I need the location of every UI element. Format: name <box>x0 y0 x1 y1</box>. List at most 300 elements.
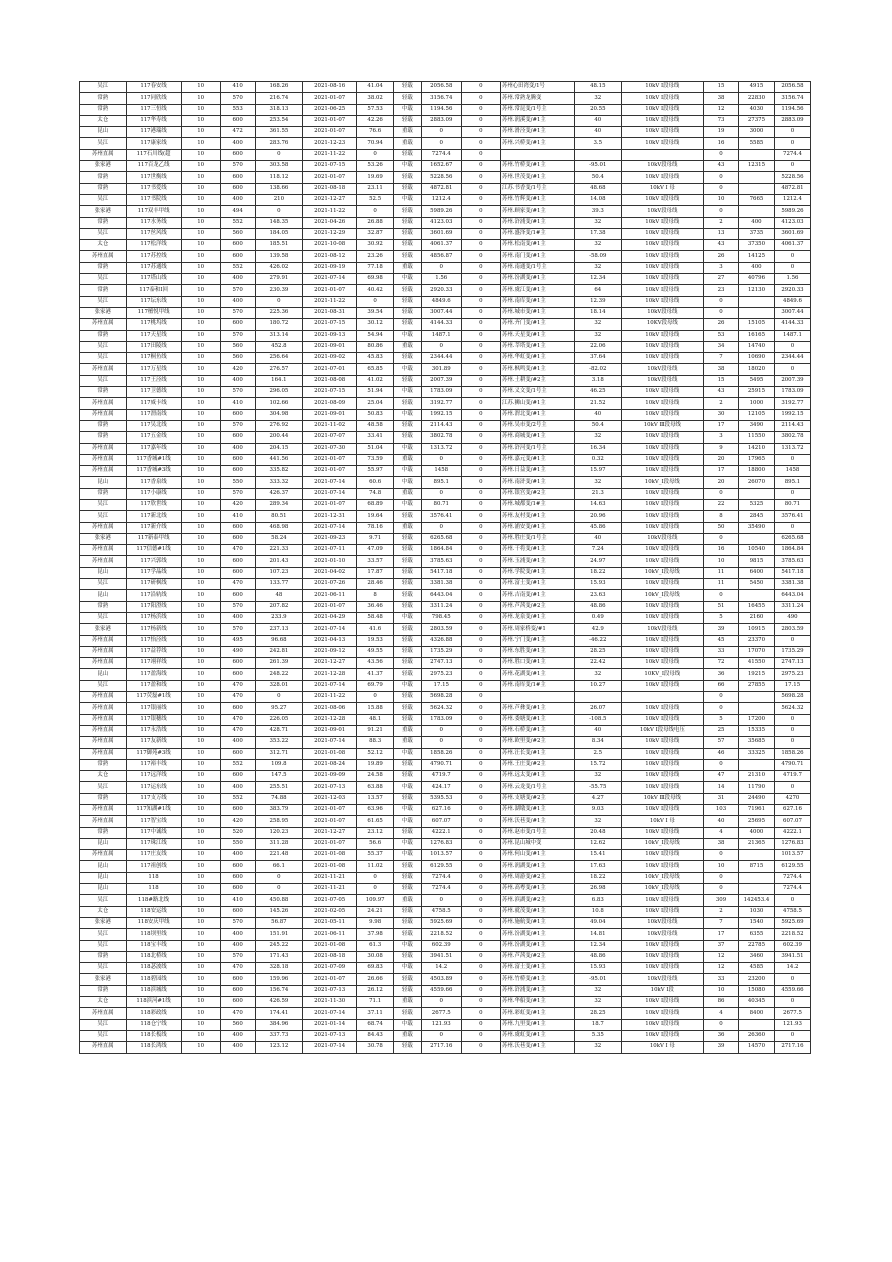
cell-load-rate: 68.74 <box>357 1019 394 1030</box>
cell-available-capacity: 0 <box>774 895 810 906</box>
table-row <box>80 409 811 420</box>
cell-line-name: 117兴郭线 <box>126 556 181 567</box>
cell-available-capacity: 0 <box>774 138 810 149</box>
cell-load-status: 轻载 <box>394 771 422 782</box>
cell-voltage: 10 <box>181 375 220 386</box>
cell-reserved: 0 <box>461 646 500 657</box>
cell-line-name: 117祖创线 <box>126 861 181 872</box>
cell-reserved: 0 <box>461 861 500 872</box>
cell-rated-current: 560 <box>220 1019 255 1030</box>
cell-line-name: 117苏通线 <box>126 262 181 273</box>
cell-voltage: 10 <box>181 149 220 160</box>
cell-max-current: 337.73 <box>255 1030 303 1041</box>
table-row <box>80 420 811 431</box>
cell-max-current: 74.88 <box>255 793 303 804</box>
cell-substation: 苏州.浒河变/1号主 <box>500 443 574 454</box>
cell-spare-capacity: 3381.38 <box>421 579 461 590</box>
cell-available-capacity: 0 <box>774 262 810 273</box>
cell-max-current: 328.01 <box>255 680 303 691</box>
cell-load-rate: 51.94 <box>357 387 394 398</box>
cell-installed-capacity: 400 <box>738 217 774 228</box>
cell-substation: 苏州.商城变/#1主 <box>500 432 574 443</box>
cell-load-rate: 49.55 <box>357 646 394 657</box>
cell-line-name: 117田陵线 <box>126 341 181 352</box>
cell-substation: 苏州.玉浦变/#1主 <box>500 556 574 567</box>
cell-load-status: 轻载 <box>394 827 422 838</box>
cell-load-status: 中载 <box>394 477 422 488</box>
cell-substation: 苏州.周游变/#2主 <box>500 872 574 883</box>
cell-user-count: 31 <box>704 793 739 804</box>
cell-max-current: 109.8 <box>255 759 303 770</box>
cell-rated-current: 400 <box>220 1042 255 1053</box>
cell-transformer-margin: 21.52 <box>575 398 622 409</box>
cell-substation: 苏州.富土变/#1主 <box>500 579 574 590</box>
table-row <box>80 466 811 477</box>
cell-spare-capacity: 6443.04 <box>421 590 461 601</box>
cell-max-current: 151.91 <box>255 929 303 940</box>
cell-reserved: 0 <box>461 398 500 409</box>
cell-load-rate: 26.12 <box>357 985 394 996</box>
cell-substation: 苏州.南浒变/#1主 <box>500 477 574 488</box>
cell-max-date: 2021-01-07 <box>303 93 357 104</box>
cell-available-capacity: 5624.32 <box>774 703 810 714</box>
cell-spare-capacity: 1276.83 <box>421 838 461 849</box>
table-row <box>80 172 811 183</box>
cell-user-count: 33 <box>704 646 739 657</box>
cell-max-date: 2021-01-07 <box>303 127 357 138</box>
cell-line-name: 118长鸿线 <box>126 1042 181 1053</box>
cell-reserved: 0 <box>461 127 500 138</box>
cell-rated-current: 570 <box>220 285 255 296</box>
cell-max-date: 2021-08-12 <box>303 251 357 262</box>
cell-busbar: 10kV Ⅰ段母线 <box>621 1008 704 1019</box>
cell-busbar: 10kV Ⅰ段母线 <box>621 951 704 962</box>
cell-max-date: 2021-07-07 <box>303 432 357 443</box>
cell-voltage: 10 <box>181 398 220 409</box>
cell-line-name: 118#路北线 <box>126 895 181 906</box>
cell-voltage: 10 <box>181 183 220 194</box>
cell-busbar: 10kV Ⅰ 母 <box>621 816 704 827</box>
cell-district: 苏州直属 <box>80 1042 127 1053</box>
cell-load-rate: 109.97 <box>357 895 394 906</box>
cell-line-name: 117知湖#1线 <box>126 805 181 816</box>
cell-district: 苏州直属 <box>80 466 127 477</box>
cell-substation: 苏州.吴市变/2号主 <box>500 420 574 431</box>
cell-available-capacity: 4790.71 <box>774 759 810 770</box>
cell-user-count: 12 <box>704 104 739 115</box>
cell-busbar: 10kV Ⅰ段母线 <box>621 138 704 149</box>
cell-busbar: 10kV Ⅰ段母线电压 <box>621 725 704 736</box>
cell-transformer-margin: -95.01 <box>575 974 622 985</box>
cell-available-capacity: 0 <box>774 127 810 138</box>
cell-available-capacity: 2114.43 <box>774 420 810 431</box>
cell-reserved: 0 <box>461 375 500 386</box>
cell-load-rate: 70.94 <box>357 138 394 149</box>
cell-user-count: 3 <box>704 432 739 443</box>
cell-max-date: 2021-09-01 <box>303 725 357 736</box>
cell-rated-current: 600 <box>220 997 255 1008</box>
table-row <box>80 861 811 872</box>
cell-available-capacity: 1458 <box>774 466 810 477</box>
cell-available-capacity: 607.07 <box>774 816 810 827</box>
cell-load-status: 轻载 <box>394 703 422 714</box>
cell-installed-capacity: 9815 <box>738 556 774 567</box>
cell-max-date: 2021-01-08 <box>303 940 357 951</box>
cell-max-current: 256.64 <box>255 353 303 364</box>
cell-line-name: 117桐鱼线 <box>126 353 181 364</box>
table-row <box>80 646 811 657</box>
cell-load-rate: 13.57 <box>357 793 394 804</box>
cell-max-current: 56.87 <box>255 917 303 928</box>
cell-transformer-margin: -46.22 <box>575 635 622 646</box>
cell-spare-capacity: 5417.18 <box>421 567 461 578</box>
cell-max-date: 2021-09-23 <box>303 533 357 544</box>
cell-load-status: 轻载 <box>394 206 422 217</box>
cell-load-rate: 52.12 <box>357 748 394 759</box>
cell-district: 吴江 <box>80 963 127 974</box>
cell-user-count: 0 <box>704 206 739 217</box>
cell-spare-capacity: 1735.29 <box>421 646 461 657</box>
cell-district: 吴江 <box>80 82 127 93</box>
cell-load-rate: 0 <box>357 884 394 895</box>
table-row <box>80 748 811 759</box>
cell-max-current: 225.36 <box>255 307 303 318</box>
cell-voltage: 10 <box>181 172 220 183</box>
cell-user-count: 73 <box>704 115 739 126</box>
cell-voltage: 10 <box>181 477 220 488</box>
cell-rated-current: 570 <box>220 307 255 318</box>
cell-rated-current: 570 <box>220 330 255 341</box>
cell-max-current: 384.96 <box>255 1019 303 1030</box>
cell-available-capacity: 1864.84 <box>774 545 810 556</box>
cell-voltage: 10 <box>181 692 220 703</box>
cell-available-capacity: 0 <box>774 522 810 533</box>
cell-max-date: 2021-07-14 <box>303 624 357 635</box>
table-row <box>80 793 811 804</box>
cell-voltage: 10 <box>181 850 220 861</box>
cell-line-name: 117渭南线 <box>126 409 181 420</box>
cell-rated-current: 570 <box>220 601 255 612</box>
cell-district: 苏州直属 <box>80 816 127 827</box>
cell-busbar: 10kV Ⅰ 母 <box>621 183 704 194</box>
table-row <box>80 974 811 985</box>
cell-substation: 苏州.支塘变/#2主 <box>500 793 574 804</box>
cell-load-rate: 52.5 <box>357 194 394 205</box>
cell-load-status: 轻载 <box>394 82 422 93</box>
cell-installed-capacity: 15335 <box>738 725 774 736</box>
cell-load-status: 重载 <box>394 737 422 748</box>
cell-user-count: 66 <box>704 680 739 691</box>
cell-load-rate: 11.02 <box>357 861 394 872</box>
cell-max-current: 148.35 <box>255 217 303 228</box>
table-row <box>80 692 811 703</box>
cell-available-capacity: 1992.15 <box>774 409 810 420</box>
cell-max-date: 2021-12-27 <box>303 658 357 669</box>
cell-reserved: 0 <box>461 454 500 465</box>
cell-transformer-margin: 32 <box>575 985 622 996</box>
cell-substation: 苏州.施航变/#1主 <box>500 917 574 928</box>
cell-max-date: 2021-07-30 <box>303 443 357 454</box>
cell-max-current: 312.71 <box>255 748 303 759</box>
cell-load-rate: 36.46 <box>357 601 394 612</box>
cell-load-rate: 69.98 <box>357 274 394 285</box>
cell-user-count: 10 <box>704 861 739 872</box>
cell-substation: 苏州.干将变/#1主 <box>500 545 574 556</box>
cell-load-status: 轻载 <box>394 545 422 556</box>
cell-reserved: 0 <box>461 782 500 793</box>
table-row <box>80 341 811 352</box>
cell-user-count: 2 <box>704 906 739 917</box>
cell-busbar: 10kV段母线 <box>621 375 704 386</box>
cell-transformer-margin: 40 <box>575 127 622 138</box>
cell-spare-capacity: 0 <box>421 522 461 533</box>
table-row <box>80 533 811 544</box>
cell-reserved: 0 <box>461 703 500 714</box>
cell-line-name: 117五金线 <box>126 432 181 443</box>
cell-load-rate: 63.88 <box>357 782 394 793</box>
cell-user-count: 11 <box>704 579 739 590</box>
cell-voltage: 10 <box>181 838 220 849</box>
cell-installed-capacity: 23370 <box>738 635 774 646</box>
cell-district: 太仓 <box>80 906 127 917</box>
cell-district: 常熟 <box>80 262 127 273</box>
cell-substation: 苏州.虞虹变/#1主 <box>500 1030 574 1041</box>
cell-user-count: 38 <box>704 364 739 375</box>
cell-max-date: 2021-01-07 <box>303 974 357 985</box>
table-row <box>80 545 811 556</box>
cell-spare-capacity: 0 <box>421 138 461 149</box>
cell-substation: 苏州.浒浦变/#1主 <box>500 217 574 228</box>
cell-user-count: 9 <box>704 443 739 454</box>
cell-max-date: 2021-01-07 <box>303 499 357 510</box>
cell-spare-capacity: 4790.71 <box>421 759 461 770</box>
table-row <box>80 1008 811 1019</box>
cell-available-capacity: 7274.4 <box>774 884 810 895</box>
cell-available-capacity: 0 <box>774 1030 810 1041</box>
cell-max-date: 2021-01-07 <box>303 454 357 465</box>
cell-available-capacity: 3576.41 <box>774 511 810 522</box>
cell-installed-capacity: 19215 <box>738 669 774 680</box>
cell-load-rate: 43.56 <box>357 658 394 669</box>
cell-transformer-margin: 3.18 <box>575 375 622 386</box>
cell-rated-current: 600 <box>220 669 255 680</box>
cell-line-name: 117港瑞线 <box>126 127 181 138</box>
cell-load-status: 轻载 <box>394 420 422 431</box>
cell-voltage: 10 <box>181 274 220 285</box>
cell-load-rate: 30.08 <box>357 951 394 962</box>
cell-rated-current: 400 <box>220 850 255 861</box>
cell-installed-capacity: 4585 <box>738 963 774 974</box>
cell-max-date: 2021-12-03 <box>303 793 357 804</box>
cell-spare-capacity: 5989.26 <box>421 206 461 217</box>
cell-transformer-margin: 32 <box>575 771 622 782</box>
cell-busbar: 10KV段母线 <box>621 319 704 330</box>
cell-district: 吴江 <box>80 138 127 149</box>
cell-district: 苏州直属 <box>80 319 127 330</box>
cell-load-rate: 23.26 <box>357 251 394 262</box>
cell-busbar: 10kV Ⅰ段母线 <box>621 782 704 793</box>
cell-load-status: 轻载 <box>394 635 422 646</box>
cell-rated-current: 470 <box>220 963 255 974</box>
cell-busbar: 10kV Ⅰ段母线 <box>621 612 704 623</box>
cell-reserved: 0 <box>461 895 500 906</box>
cell-substation: 苏州.浒浦变/#1主 <box>500 985 574 996</box>
cell-available-capacity: 895.1 <box>774 477 810 488</box>
cell-substation: 苏州.王庄变/#2主 <box>500 759 574 770</box>
cell-installed-capacity <box>738 884 774 895</box>
cell-transformer-margin: 20.48 <box>575 827 622 838</box>
cell-max-date: 2021-11-21 <box>303 872 357 883</box>
cell-busbar: 10kV_Ⅰ段母线 <box>621 872 704 883</box>
cell-line-name: 117永浩线 <box>126 725 181 736</box>
cell-voltage: 10 <box>181 194 220 205</box>
cell-line-name: 117双丰甲线 <box>126 206 181 217</box>
table-row <box>80 1030 811 1041</box>
cell-available-capacity: 4872.81 <box>774 183 810 194</box>
cell-max-date: 2021-07-14 <box>303 477 357 488</box>
table-row <box>80 771 811 782</box>
cell-spare-capacity: 1783.09 <box>421 387 461 398</box>
cell-voltage: 10 <box>181 409 220 420</box>
cell-max-date: 2021-08-18 <box>303 951 357 962</box>
cell-load-status: 轻载 <box>394 951 422 962</box>
cell-max-current: 328.18 <box>255 963 303 974</box>
cell-reserved: 0 <box>461 816 500 827</box>
cell-voltage: 10 <box>181 488 220 499</box>
cell-spare-capacity: 1212.4 <box>421 194 461 205</box>
cell-substation: 江苏.书香变/1号主 <box>500 183 574 194</box>
cell-load-rate: 0 <box>357 872 394 883</box>
cell-available-capacity: 5417.18 <box>774 567 810 578</box>
cell-max-date: 2021-09-01 <box>303 409 357 420</box>
cell-busbar: 10kV_Ⅰ段母线 <box>621 567 704 578</box>
cell-user-count: 37 <box>704 940 739 951</box>
table-row <box>80 149 811 160</box>
cell-reserved: 0 <box>461 330 500 341</box>
table-row <box>80 443 811 454</box>
cell-reserved: 0 <box>461 341 500 352</box>
cell-district: 常熟 <box>80 172 127 183</box>
cell-busbar: 10kV段母线 <box>621 974 704 985</box>
table-row <box>80 951 811 962</box>
cell-max-date: 2021-06-25 <box>303 104 357 115</box>
cell-installed-capacity: 40796 <box>738 274 774 285</box>
cell-spare-capacity: 0 <box>421 341 461 352</box>
cell-reserved: 0 <box>461 420 500 431</box>
cell-substation: 苏州.汾湖变/#1主 <box>500 929 574 940</box>
cell-line-name: 117华寿线 <box>126 115 181 126</box>
cell-district: 苏州直属 <box>80 251 127 262</box>
cell-load-rate: 26.66 <box>357 974 394 985</box>
cell-load-status: 轻载 <box>394 240 422 251</box>
cell-user-count: 4 <box>704 827 739 838</box>
cell-max-current: 0 <box>255 884 303 895</box>
cell-voltage: 10 <box>181 296 220 307</box>
cell-busbar: 10kV Ⅰ段母线 <box>621 522 704 533</box>
cell-load-status: 轻载 <box>394 579 422 590</box>
cell-user-count: 17 <box>704 466 739 477</box>
cell-max-date: 2021-07-14 <box>303 1008 357 1019</box>
cell-user-count: 43 <box>704 387 739 398</box>
cell-available-capacity: 6129.55 <box>774 861 810 872</box>
cell-available-capacity: 1013.57 <box>774 850 810 861</box>
cell-rated-current: 600 <box>220 974 255 985</box>
cell-load-rate: 0 <box>357 296 394 307</box>
cell-rated-current: 400 <box>220 929 255 940</box>
cell-reserved: 0 <box>461 251 500 262</box>
cell-available-capacity: 2218.52 <box>774 929 810 940</box>
cell-district: 苏州直属 <box>80 646 127 657</box>
cell-substation: 苏州.汾湖变/#1主 <box>500 940 574 951</box>
cell-spare-capacity: 3601.69 <box>421 228 461 239</box>
cell-voltage: 10 <box>181 624 220 635</box>
cell-available-capacity: 1313.72 <box>774 443 810 454</box>
cell-load-rate: 91.21 <box>357 725 394 736</box>
cell-spare-capacity: 3785.63 <box>421 556 461 567</box>
cell-voltage: 10 <box>181 635 220 646</box>
cell-substation: 苏州.芦茜变/#2主 <box>500 601 574 612</box>
cell-voltage: 10 <box>181 782 220 793</box>
cell-reserved: 0 <box>461 228 500 239</box>
cell-rated-current: 552 <box>220 217 255 228</box>
cell-district: 张家港 <box>80 206 127 217</box>
cell-rated-current: 600 <box>220 319 255 330</box>
cell-busbar: 10kV Ⅰ段母线 <box>621 82 704 93</box>
cell-available-capacity: 3941.51 <box>774 951 810 962</box>
cell-spare-capacity: 5228.56 <box>421 172 461 183</box>
cell-reserved: 0 <box>461 567 500 578</box>
cell-available-capacity: 4559.66 <box>774 985 810 996</box>
cell-available-capacity: 6443.04 <box>774 590 810 601</box>
cell-load-status: 中载 <box>394 466 422 477</box>
cell-spare-capacity: 1313.72 <box>421 443 461 454</box>
cell-busbar: 10kV Ⅰ段母线 <box>621 906 704 917</box>
cell-district: 吴江 <box>80 680 127 691</box>
cell-installed-capacity <box>738 488 774 499</box>
cell-transformer-margin: 45.86 <box>575 522 622 533</box>
cell-substation: 苏州.润湖变/#1主 <box>500 861 574 872</box>
cell-rated-current: 550 <box>220 477 255 488</box>
cell-busbar: 10kV段母线 <box>621 929 704 940</box>
cell-load-status: 中载 <box>394 499 422 510</box>
cell-substation: 苏州.富土变/#1主 <box>500 963 574 974</box>
cell-available-capacity: 0 <box>774 341 810 352</box>
cell-max-current: 180.72 <box>255 319 303 330</box>
cell-substation: 苏州.九里变/#1主 <box>500 1019 574 1030</box>
cell-voltage: 10 <box>181 737 220 748</box>
cell-max-date: 2021-01-10 <box>303 556 357 567</box>
cell-rated-current: 600 <box>220 590 255 601</box>
cell-rated-current: 600 <box>220 805 255 816</box>
cell-user-count: 43 <box>704 161 739 172</box>
cell-substation: 苏州.世茂变/#1主 <box>500 172 574 183</box>
cell-transformer-margin: 15.97 <box>575 466 622 477</box>
cell-district: 吴江 <box>80 940 127 951</box>
cell-voltage: 10 <box>181 522 220 533</box>
cell-voltage: 10 <box>181 319 220 330</box>
cell-load-status: 轻载 <box>394 228 422 239</box>
cell-spare-capacity: 2677.5 <box>421 1008 461 1019</box>
cell-load-status: 中载 <box>394 782 422 793</box>
cell-available-capacity: 2344.44 <box>774 353 810 364</box>
cell-busbar: 10kV Ⅰ段母线 <box>621 579 704 590</box>
cell-rated-current: 600 <box>220 658 255 669</box>
cell-substation: 苏州.银宫变/#2主 <box>500 488 574 499</box>
cell-district: 常熟 <box>80 985 127 996</box>
cell-installed-capacity: 10690 <box>738 353 774 364</box>
cell-district: 太仓 <box>80 771 127 782</box>
cell-district: 昆山 <box>80 477 127 488</box>
